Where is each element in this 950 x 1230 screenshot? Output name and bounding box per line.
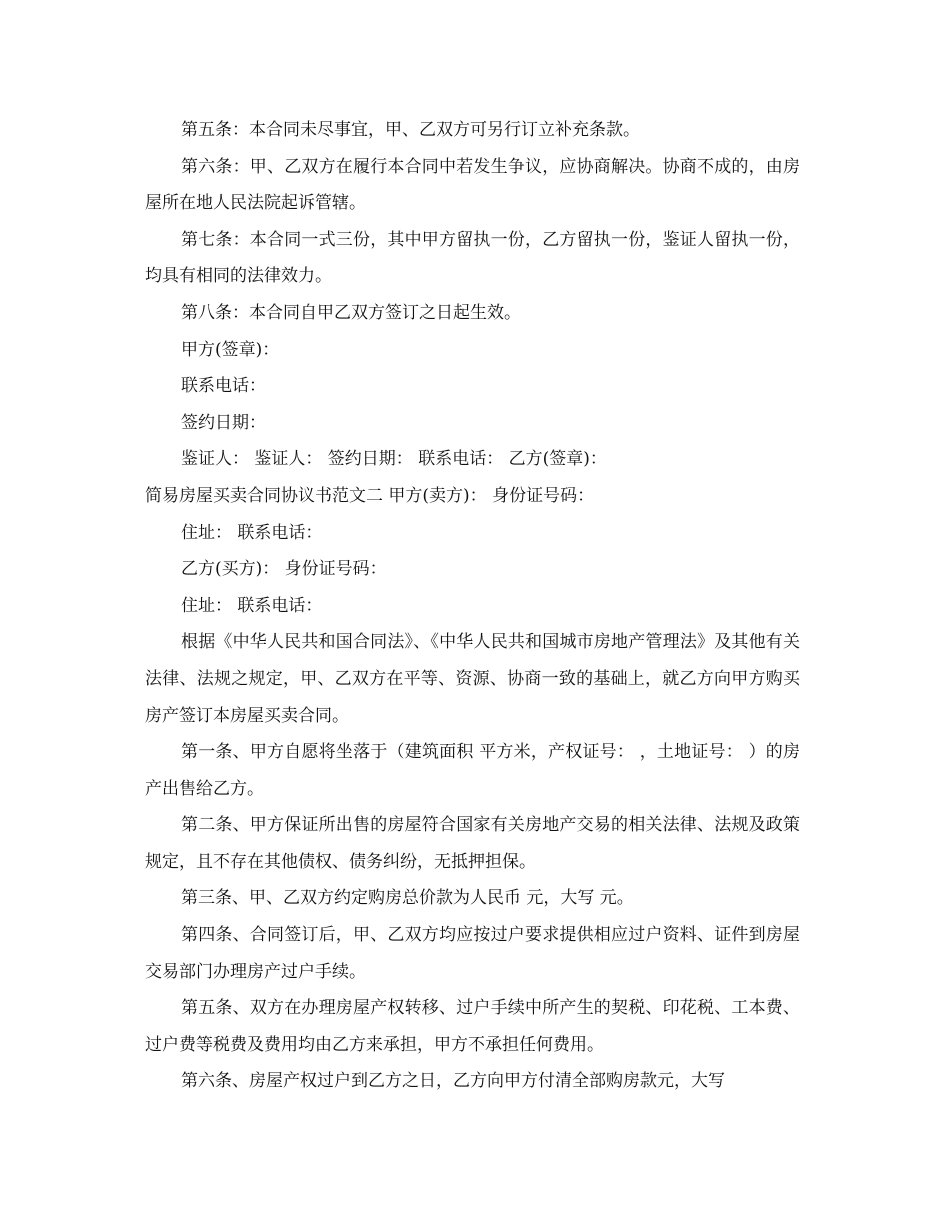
paragraph-article-7: 第七条：本合同一式三份，其中甲方留执一份，乙方留执一份，鉴证人留执一份，均具有相同的法律效力。 bbox=[145, 229, 800, 287]
contact-phone-line: 联系电话： bbox=[181, 376, 266, 397]
contract-two-title-line: 简易房屋买卖合同协议书范文二 甲方(卖方)： 身份证号码： bbox=[145, 485, 595, 506]
party-b-address-line: 住址： 联系电话： bbox=[181, 595, 323, 616]
clause-5-paragraph: 第五条、双方在办理房屋产权转移、过户手续中所产生的契税、印花税、工本费、过户费等税费及费用均由乙方来承担，甲方不承担任何费用。 bbox=[145, 998, 800, 1055]
clause-1-paragraph: 第一条、甲方自愿将坐落于（建筑面积 平方米，产权证号： ，土地证号： ）的房产出售给乙方。 bbox=[145, 742, 800, 799]
document-body bbox=[145, 112, 800, 1100]
clause-4-paragraph: 第四条、合同签订后，甲、乙双方均应按过户要求提供相应过户资料、证件到房屋交易部门办理房产过户手续。 bbox=[145, 925, 800, 982]
paragraph-article-8: 第八条：本合同自甲乙双方签订之日起生效。 bbox=[181, 302, 521, 323]
party-a-signature-line: 甲方(签章)： bbox=[181, 339, 280, 360]
clause-2-paragraph: 第二条、甲方保证所出售的房屋符合国家有关房地产交易的相关法律、法规及政策规定，且不存在其他债权、债务纠纷，无抵押担保。 bbox=[145, 815, 800, 872]
paragraph-article-5: 第五条：本合同未尽事宜，甲、乙双方可另行订立补充条款。 bbox=[181, 120, 640, 140]
legal-basis-paragraph: 根据《中华人民共和国合同法》、《中华人民共和国城市房地产管理法》及其他有关法律、法规之规定，甲、乙双方在平等、资源、协商一致的基础上，就乙方向甲方购买房产签订本房屋买卖合同。 bbox=[145, 632, 800, 726]
clause-3-paragraph: 第三条、甲、乙双方约定购房总价款为人民币 元，大写 元。 bbox=[181, 888, 634, 909]
party-b-line: 乙方(买方)： 身份证号码： bbox=[181, 559, 387, 580]
clause-6-paragraph: 第六条、房屋产权过户到乙方之日，乙方向甲方付清全部购房款元，大写 bbox=[181, 1071, 725, 1092]
sign-date-line: 签约日期： bbox=[181, 412, 266, 433]
paragraph-article-6: 第六条：甲、乙双方在履行本合同中若发生争议，应协商解决。协商不成的，由房屋所在地人民法院起诉管辖。 bbox=[145, 156, 800, 214]
party-a-address-line: 住址： 联系电话： bbox=[181, 522, 323, 543]
witness-signature-line: 鉴证人： 鉴证人： 签约日期： 联系电话： 乙方(签章)： bbox=[181, 449, 607, 470]
